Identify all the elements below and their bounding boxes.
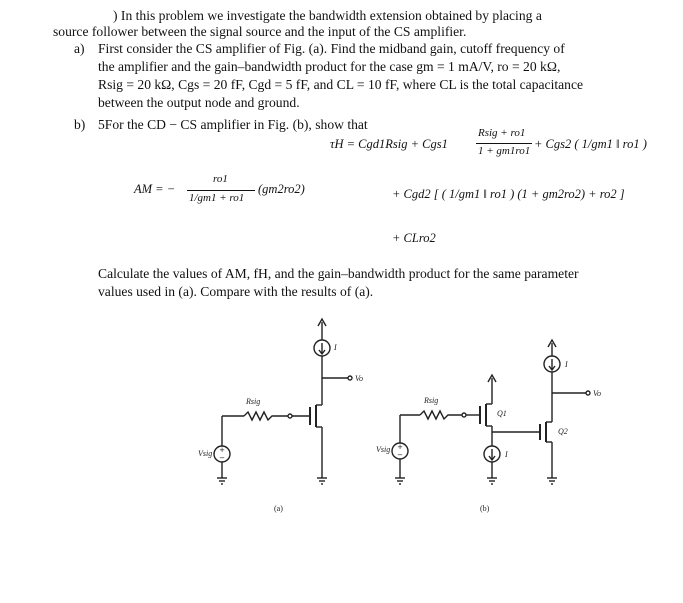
fig-b-circuit xyxy=(392,340,590,484)
intro-line-2: source follower between the signal source and the input of the CS amplifier. xyxy=(53,24,467,39)
fig-b-q1-label: Q1 xyxy=(497,409,507,418)
fig-a-circuit xyxy=(214,319,352,484)
fig-a-current-label: I xyxy=(334,343,337,352)
part-a-line-1: First consider the CS amplifier of Fig. (a). Find the midband gain, cutoff frequency of xyxy=(98,41,565,56)
fig-a-output-label: Vo xyxy=(355,374,363,383)
calc-line-1: Calculate the values of AM, fH, and the gain–bandwidth product for the same parameter xyxy=(98,266,579,281)
fig-a-vsig-plus-icon: + xyxy=(219,446,225,454)
am-tail: (gm2ro2) xyxy=(258,182,305,196)
tau-frac-denominator: 1 + gm1ro1 xyxy=(478,145,531,157)
fig-a-rsig-resistor xyxy=(244,412,288,420)
am-denominator: 1/gm1 + ro1 xyxy=(189,192,245,204)
fig-b-current-label-1: I xyxy=(505,450,508,459)
tau-frac-numerator: Rsig + ro1 xyxy=(478,127,526,139)
fig-b-current-label-2: I xyxy=(565,360,568,369)
part-a-line-4: between the output node and ground. xyxy=(98,95,300,110)
tau-lhs: τH = Cgd1Rsig + Cgs1 xyxy=(330,137,448,151)
svg-text:−: − xyxy=(219,454,225,462)
tau-line-3: + CLro2 xyxy=(392,231,436,245)
fig-b-rsig-label: Rsig xyxy=(424,396,439,405)
fig-a-rsig-label: Rsig xyxy=(246,397,261,406)
fig-b-output-label: Vo xyxy=(593,389,601,398)
part-b-line-1: 5For the CD − CS amplifier in Fig. (b), show that xyxy=(98,117,368,132)
fig-b-vsig-plus-icon: + xyxy=(397,443,403,451)
calc-line-2: values used in (a). Compare with the results of (a). xyxy=(98,284,374,299)
fig-b-output-terminal xyxy=(586,391,590,395)
fig-b-rsig-resistor xyxy=(420,411,462,419)
am-numerator: ro1 xyxy=(213,173,228,185)
fig-a-output-terminal xyxy=(348,376,352,380)
tau-term-3: + Cgs2 ( 1/gm1 ‖ ro1 ) xyxy=(534,137,647,151)
part-b-marker: b) xyxy=(74,117,86,132)
fig-b-q2-label: Q2 xyxy=(558,427,568,436)
intro-line-1: ) In this problem we investigate the bandwidth extension obtained by placing a xyxy=(113,8,542,23)
tau-line-2: + Cgd2 [ ( 1/gm1 ‖ ro1 ) (1 + gm2ro2) + ro2 ] xyxy=(392,187,625,201)
svg-text:−: − xyxy=(397,451,403,459)
part-a-line-3: Rsig = 20 kΩ, Cgs = 20 fF, Cgd = 5 fF, and CL = 10 fF, where CL is the total capacitance xyxy=(98,77,584,92)
am-lhs: AM = − xyxy=(134,182,176,196)
fig-b-vsig-label: Vsig xyxy=(376,445,391,454)
part-a-marker: a) xyxy=(74,41,85,56)
fig-a-caption: (a) xyxy=(274,504,283,513)
fig-b-caption: (b) xyxy=(480,504,490,513)
fig-a-vsig-label: Vsig xyxy=(198,449,213,458)
part-a-line-2: the amplifier and the gain–bandwidth product for the case gm = 1 mA/V, ro = 20 kΩ, xyxy=(98,59,561,74)
